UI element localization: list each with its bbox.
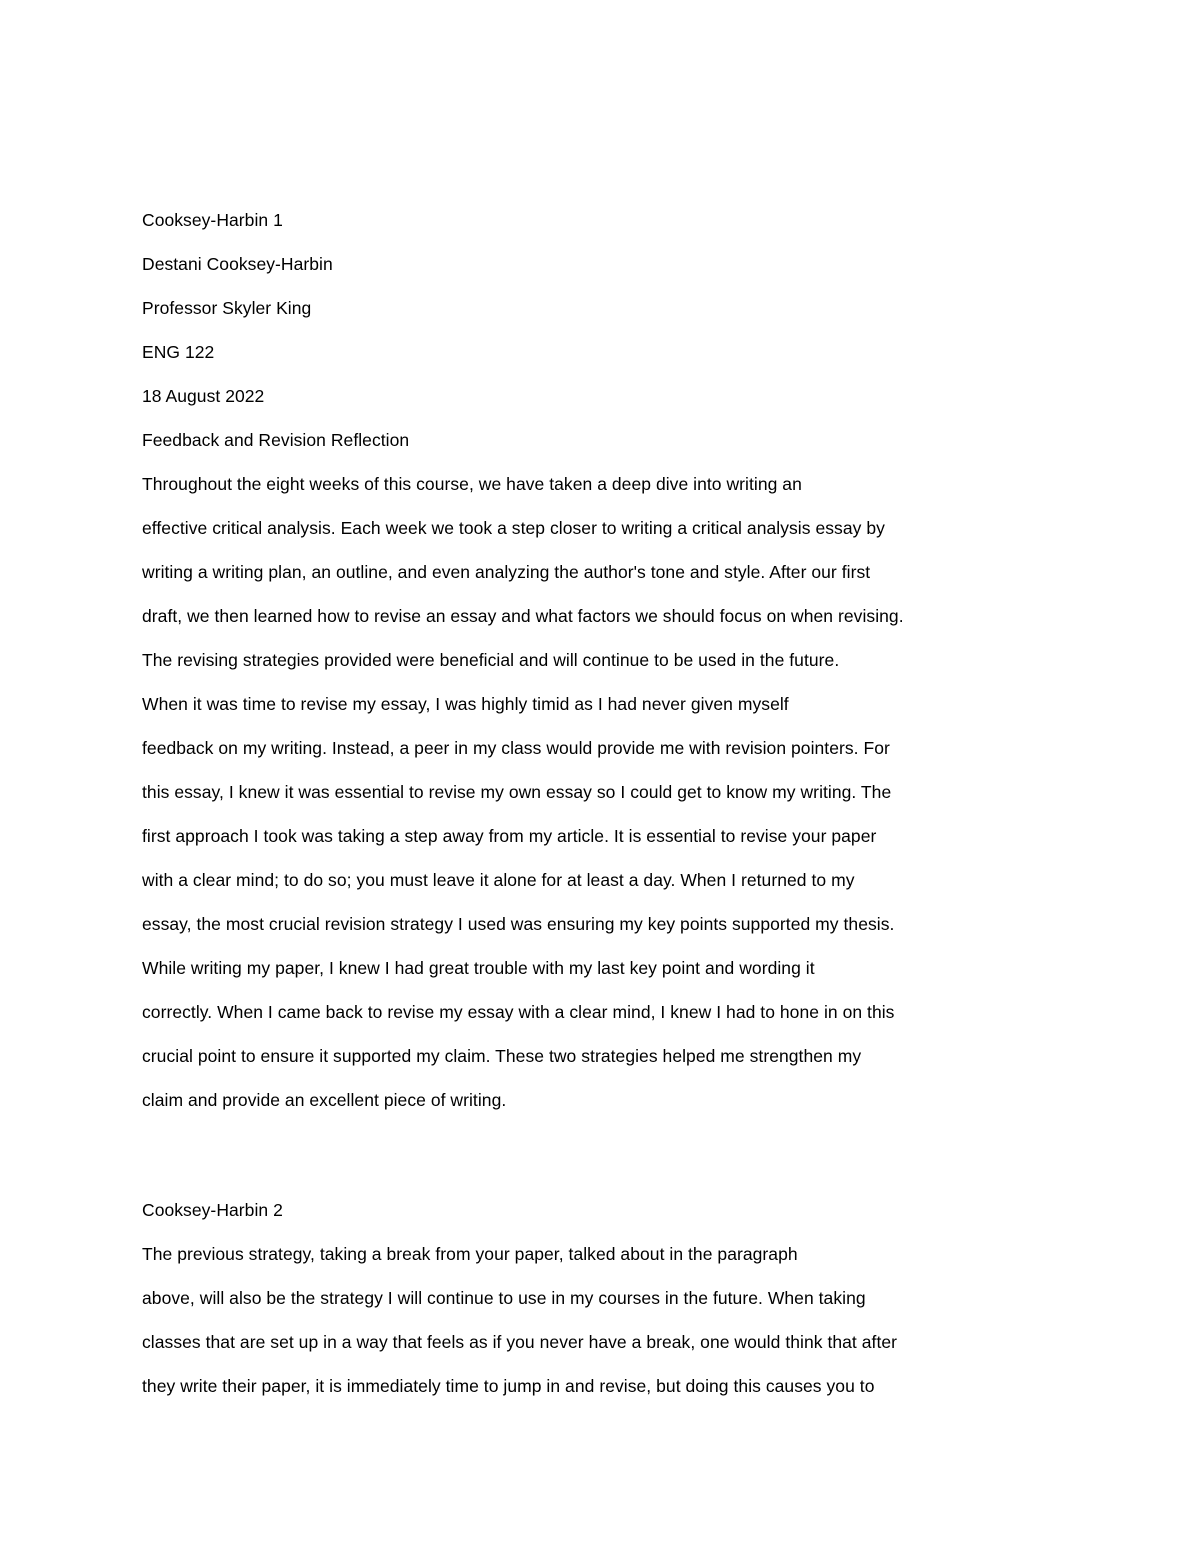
paragraph-line: The previous strategy, taking a break from your paper, talked about in the paragraph bbox=[142, 1244, 798, 1264]
paragraph-line: essay, the most crucial revision strategy I used was ensuring my key points supported my thesis. bbox=[142, 914, 895, 934]
paragraph-line: correctly. When I came back to revise my essay with a clear mind, I knew I had to hone in on this bbox=[142, 1002, 895, 1022]
page-header: Cooksey-Harbin 1 bbox=[142, 210, 283, 230]
paragraph-line: with a clear mind; to do so; you must leave it alone for at least a day. When I returned to my bbox=[142, 870, 855, 890]
paragraph-line: writing a writing plan, an outline, and even analyzing the author's tone and style. After our first bbox=[142, 562, 871, 582]
paragraph-line: effective critical analysis. Each week we took a step closer to writing a critical analysis essay by bbox=[142, 518, 885, 538]
paragraph-line: Throughout the eight weeks of this course, we have taken a deep dive into writing an bbox=[142, 474, 802, 494]
author-name: Destani Cooksey-Harbin bbox=[142, 254, 333, 274]
paragraph-line: first approach I took was taking a step away from my article. It is essential to revise your paper bbox=[142, 826, 877, 846]
paragraph-line: When it was time to revise my essay, I was highly timid as I had never given myself bbox=[142, 694, 789, 714]
document-title: Feedback and Revision Reflection bbox=[142, 430, 410, 450]
document-date: 18 August 2022 bbox=[142, 386, 265, 406]
course-code: ENG 122 bbox=[142, 342, 215, 362]
paragraph-line: above, will also be the strategy I will continue to use in my courses in the future. When taking bbox=[142, 1288, 866, 1308]
paragraph-line: this essay, I knew it was essential to revise my own essay so I could get to know my writing. The bbox=[142, 782, 892, 802]
paragraph-line: draft, we then learned how to revise an essay and what factors we should focus on when revising. bbox=[142, 606, 904, 626]
paragraph-line: The revising strategies provided were beneficial and will continue to be used in the future. bbox=[142, 650, 840, 670]
paragraph-line: claim and provide an excellent piece of writing. bbox=[142, 1090, 507, 1110]
professor-name: Professor Skyler King bbox=[142, 298, 312, 318]
paragraph-line: classes that are set up in a way that feels as if you never have a break, one would think that after bbox=[142, 1332, 898, 1352]
paragraph-line: feedback on my writing. Instead, a peer in my class would provide me with revision pointers. For bbox=[142, 738, 890, 758]
paragraph-line: they write their paper, it is immediately time to jump in and revise, but doing this causes you to bbox=[142, 1376, 875, 1396]
page-header: Cooksey-Harbin 2 bbox=[142, 1200, 283, 1220]
paragraph-line: crucial point to ensure it supported my claim. These two strategies helped me strengthen my bbox=[142, 1046, 862, 1066]
paragraph-line: While writing my paper, I knew I had great trouble with my last key point and wording it bbox=[142, 958, 815, 978]
